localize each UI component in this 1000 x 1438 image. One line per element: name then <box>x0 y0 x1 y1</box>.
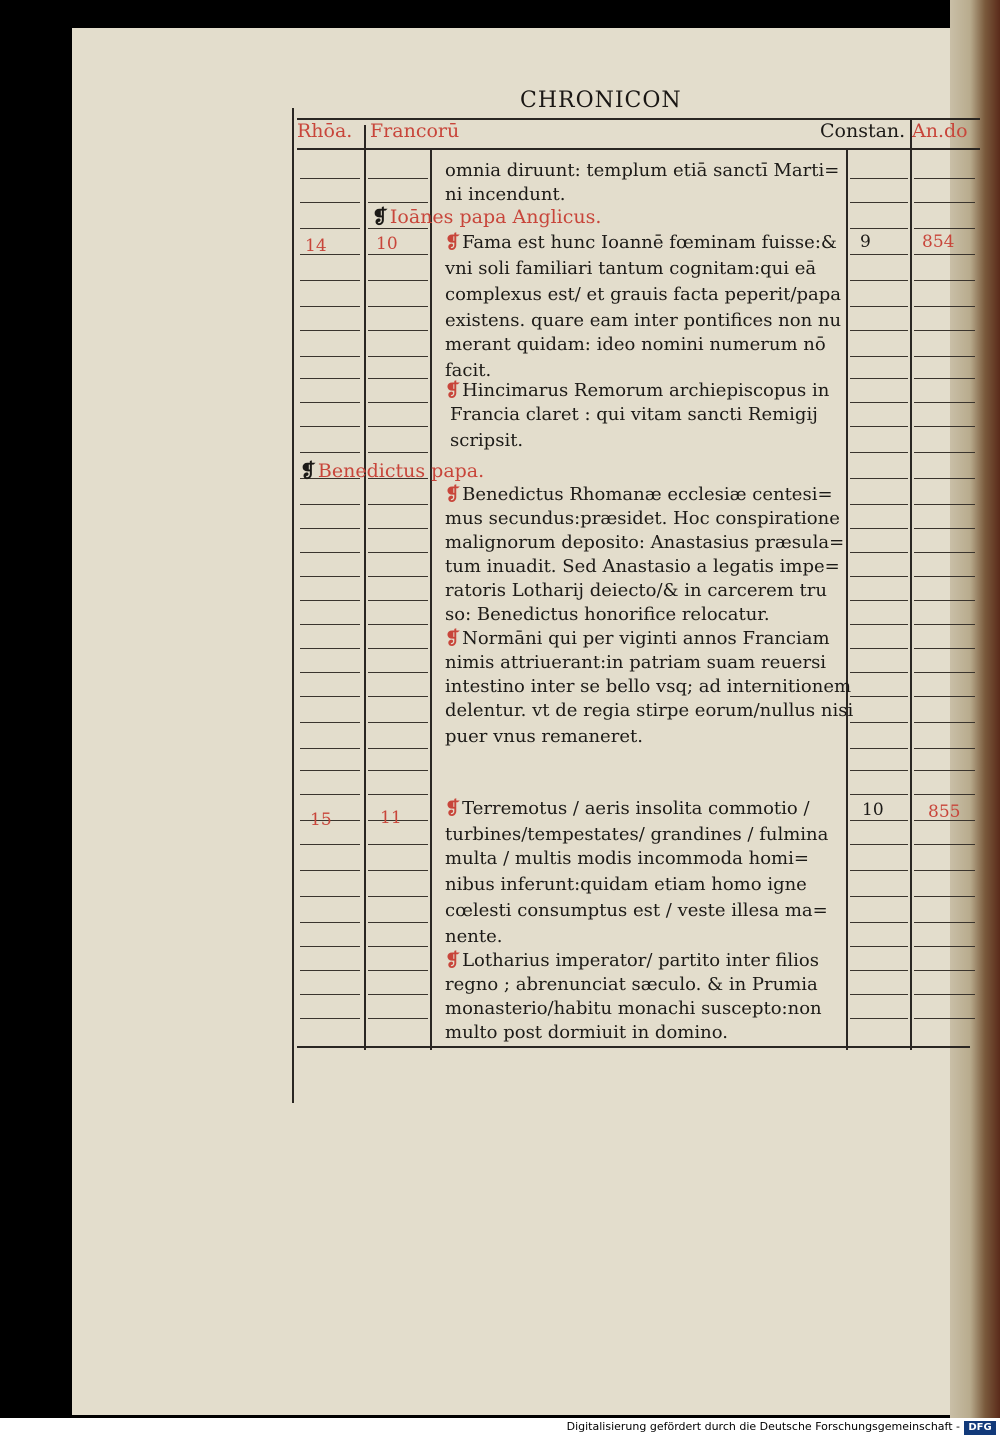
text-line: so: Benedictus honorifice relocatur. <box>445 604 770 625</box>
footer-credit: Digitalisierung gefördert durch die Deutsche Forschungsgemeinschaft - <box>566 1420 960 1433</box>
row-guide <box>850 402 908 403</box>
row-guide <box>850 748 908 749</box>
row-guide <box>300 896 360 897</box>
row-guide <box>300 576 360 577</box>
row-guide <box>914 870 975 871</box>
row-guide <box>368 426 428 427</box>
row-guide <box>850 356 908 357</box>
row-guide <box>914 794 975 795</box>
text-line: regno ; abrenunciat sæculo. & in Prumia <box>445 974 818 995</box>
number-francorum: 10 <box>376 234 398 254</box>
row-guide <box>300 280 360 281</box>
row-guide <box>914 672 975 673</box>
row-guide <box>850 624 908 625</box>
row-guide <box>368 922 428 923</box>
row-guide <box>914 330 975 331</box>
row-guide <box>368 254 428 255</box>
row-guide <box>368 722 428 723</box>
text-line: vni soli familiari tantum cognitam:qui eā <box>445 258 817 279</box>
row-guide <box>850 528 908 529</box>
row-guide <box>368 970 428 971</box>
row-guide <box>300 970 360 971</box>
row-guide <box>914 228 975 229</box>
text-line: monasterio/habitu monachi suscepto:non <box>445 998 822 1019</box>
text-line: facit. <box>445 360 492 381</box>
row-guide <box>368 552 428 553</box>
text-line: ❡ Hincimarus Remorum archiepiscopus in <box>445 380 830 401</box>
row-guide <box>300 696 360 697</box>
book-edge <box>950 0 1000 1418</box>
row-guide <box>914 770 975 771</box>
row-guide <box>300 844 360 845</box>
row-guide <box>914 896 975 897</box>
row-guide <box>850 306 908 307</box>
row-guide <box>368 624 428 625</box>
text-line: mus secundus:præsidet. Hoc conspiratione <box>445 508 840 529</box>
row-guide <box>850 994 908 995</box>
row-guide <box>300 1018 360 1019</box>
text-line: ni incendunt. <box>445 184 566 205</box>
text-line: malignorum deposito: Anastasius præsula= <box>445 532 845 553</box>
row-guide <box>368 696 428 697</box>
row-guide <box>300 922 360 923</box>
row-guide <box>850 504 908 505</box>
row-guide <box>300 624 360 625</box>
row-guide <box>368 202 428 203</box>
row-guide <box>300 452 360 453</box>
row-guide <box>300 202 360 203</box>
section-heading-benedictus: ❡ Benedictus papa. <box>300 460 485 482</box>
row-guide <box>368 330 428 331</box>
pilcrow-icon: ❡ <box>300 460 316 482</box>
text-line: ratoris Lotharij deiecto/& in carcerem tru <box>445 580 827 601</box>
section-heading-ioannes: ❡ Ioānes papa Anglicus. <box>372 206 602 228</box>
row-guide <box>300 228 360 229</box>
row-guide <box>914 356 975 357</box>
text-line: ❡ Fama est hunc Ioannē fœminam fuisse:& <box>445 232 837 253</box>
row-guide <box>914 306 975 307</box>
row-guide <box>300 946 360 947</box>
row-guide <box>850 870 908 871</box>
row-guide <box>914 600 975 601</box>
row-guide <box>914 624 975 625</box>
row-guide <box>914 202 975 203</box>
text-line: Francia claret : qui vitam sancti Remigij <box>450 404 818 425</box>
row-guide <box>850 970 908 971</box>
row-guide <box>368 648 428 649</box>
row-guide <box>300 722 360 723</box>
row-guide <box>368 452 428 453</box>
row-guide <box>300 870 360 871</box>
row-guide <box>300 648 360 649</box>
row-guide <box>300 528 360 529</box>
text-line: turbines/tempestates/ grandines / fulmina <box>445 824 829 845</box>
row-guide <box>914 478 975 479</box>
row-guide <box>368 870 428 871</box>
column-heading-anno: An.do <box>912 120 968 142</box>
row-guide <box>850 820 908 821</box>
number-anno: 855 <box>928 802 961 822</box>
row-guide <box>914 1018 975 1019</box>
row-guide <box>914 452 975 453</box>
row-guide <box>850 922 908 923</box>
row-guide <box>300 794 360 795</box>
row-guide <box>368 528 428 529</box>
row-guide <box>368 576 428 577</box>
row-guide <box>368 306 428 307</box>
text-line: intestino inter se bello vsq; ad internitionem <box>445 676 852 697</box>
row-guide <box>300 552 360 553</box>
row-guide <box>368 228 428 229</box>
text-line: nibus inferunt:quidam etiam homo igne <box>445 874 807 895</box>
number-rhoa: 15 <box>310 810 332 830</box>
row-guide <box>368 378 428 379</box>
row-guide <box>850 228 908 229</box>
row-guide <box>300 600 360 601</box>
row-guide <box>368 994 428 995</box>
text-line: nimis attriuerant:in patriam suam reuersi <box>445 652 827 673</box>
text-line: puer vnus remaneret. <box>445 726 643 747</box>
row-guide <box>914 994 975 995</box>
row-guide <box>914 378 975 379</box>
text-line: omnia diruunt: templum etiā sanctī Marti= <box>445 160 840 181</box>
row-guide <box>914 748 975 749</box>
text-line: delentur. vt de regia stirpe eorum/nullus nisi <box>445 700 854 721</box>
text-line: tum inuadit. Sed Anastasio a legatis impe= <box>445 556 840 577</box>
row-guide <box>850 426 908 427</box>
text-line: ❡ Lotharius imperator/ partito inter filios <box>445 950 819 971</box>
pilcrow-icon: ❡ <box>445 798 461 819</box>
row-guide <box>850 946 908 947</box>
row-guide <box>914 178 975 179</box>
row-guide <box>850 478 908 479</box>
row-guide <box>850 672 908 673</box>
pilcrow-icon: ❡ <box>445 484 461 505</box>
row-guide <box>850 794 908 795</box>
row-guide <box>914 528 975 529</box>
row-guide <box>368 1018 428 1019</box>
row-guide <box>850 378 908 379</box>
text-line: cœlesti consumptus est / veste illesa ma= <box>445 900 828 921</box>
row-guide <box>914 922 975 923</box>
row-guide <box>914 280 975 281</box>
row-guide <box>300 672 360 673</box>
row-guide <box>914 722 975 723</box>
dfg-logo: DFG <box>964 1421 996 1435</box>
text-line: ❡ Benedictus Rhomanæ ecclesiæ centesi= <box>445 484 833 505</box>
row-guide <box>850 722 908 723</box>
row-guide <box>850 696 908 697</box>
row-guide <box>368 896 428 897</box>
pilcrow-icon: ❡ <box>445 628 461 649</box>
row-guide <box>300 178 360 179</box>
row-guide <box>300 306 360 307</box>
row-guide <box>300 504 360 505</box>
row-guide <box>850 844 908 845</box>
pilcrow-icon: ❡ <box>445 232 461 253</box>
row-guide <box>914 970 975 971</box>
number-rhoa: 14 <box>305 236 327 256</box>
row-guide <box>914 504 975 505</box>
row-guide <box>850 576 908 577</box>
number-constan: 9 <box>860 232 871 252</box>
text-line: existens. quare eam inter pontifices non nu <box>445 310 842 331</box>
row-guide <box>850 330 908 331</box>
row-guide <box>368 178 428 179</box>
row-guide <box>850 202 908 203</box>
row-guide <box>850 600 908 601</box>
row-guide <box>914 648 975 649</box>
row-guide <box>850 552 908 553</box>
row-guide <box>850 280 908 281</box>
number-anno: 854 <box>922 232 955 252</box>
number-constan: 10 <box>862 800 884 820</box>
text-line: multa / multis modis incommoda homi= <box>445 848 809 869</box>
row-guide <box>300 994 360 995</box>
row-guide <box>300 330 360 331</box>
row-guide <box>850 178 908 179</box>
column-heading-francorum: Francorū <box>370 120 460 142</box>
row-guide <box>914 844 975 845</box>
text-line: nente. <box>445 926 503 947</box>
running-head: CHRONICON <box>520 88 682 113</box>
row-guide <box>300 356 360 357</box>
text-line: multo post dormiuit in domino. <box>445 1022 728 1043</box>
row-guide <box>850 254 908 255</box>
row-guide <box>300 378 360 379</box>
text-line: complexus est/ et grauis facta peperit/papa <box>445 284 841 305</box>
column-heading-rhoa: Rhōa. <box>297 120 353 142</box>
pilcrow-icon: ❡ <box>445 950 461 971</box>
row-guide <box>914 946 975 947</box>
row-guide <box>368 402 428 403</box>
row-guide <box>300 770 360 771</box>
digitization-footer <box>0 1418 1000 1438</box>
row-guide <box>850 896 908 897</box>
row-guide <box>300 748 360 749</box>
row-guide <box>368 946 428 947</box>
row-guide <box>368 280 428 281</box>
pilcrow-icon: ❡ <box>445 380 461 401</box>
row-guide <box>368 748 428 749</box>
pilcrow-icon: ❡ <box>372 206 388 228</box>
row-guide <box>368 770 428 771</box>
column-heading-constan: Constan. <box>820 120 906 142</box>
row-guide <box>368 600 428 601</box>
text-line: ❡ Terremotus / aeris insolita commotio / <box>445 798 810 819</box>
row-guide <box>914 254 975 255</box>
row-guide <box>368 672 428 673</box>
text-line: scripsit. <box>450 430 524 451</box>
row-guide <box>850 452 908 453</box>
row-guide <box>368 794 428 795</box>
row-guide <box>914 696 975 697</box>
row-guide <box>914 552 975 553</box>
row-guide <box>368 844 428 845</box>
row-guide <box>850 1018 908 1019</box>
row-guide <box>914 576 975 577</box>
number-francorum: 11 <box>380 808 402 828</box>
row-guide <box>914 426 975 427</box>
text-line: merant quidam: ideo nomini numerum nō <box>445 334 826 355</box>
row-guide <box>850 770 908 771</box>
row-guide <box>368 504 428 505</box>
row-guide <box>850 648 908 649</box>
row-guide <box>914 402 975 403</box>
row-guide <box>368 356 428 357</box>
row-guide <box>300 426 360 427</box>
text-line: ❡ Normāni qui per viginti annos Franciam <box>445 628 830 649</box>
row-guide <box>300 402 360 403</box>
